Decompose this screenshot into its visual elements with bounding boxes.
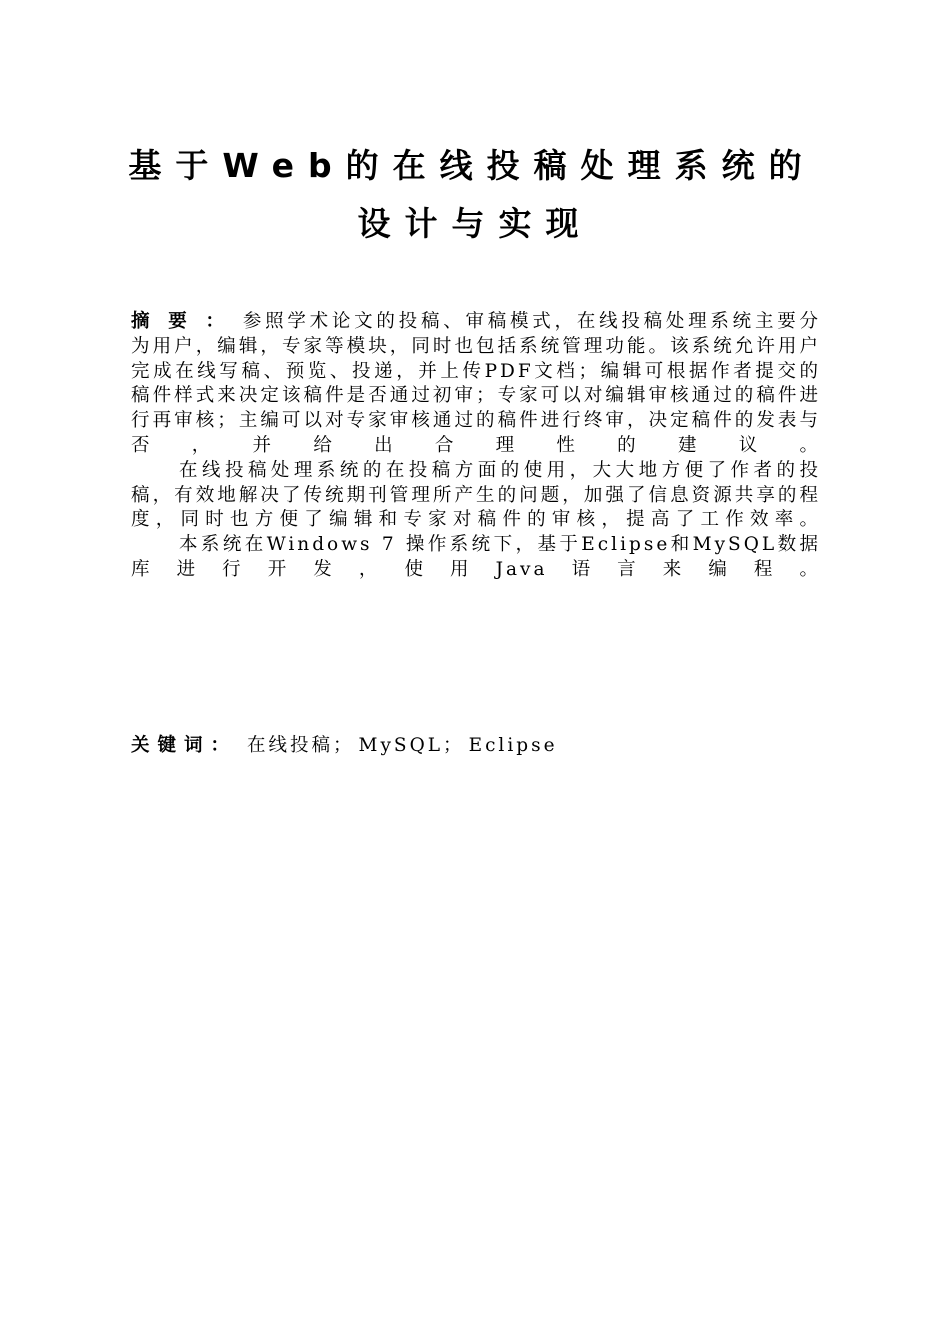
abstract-paragraph-2: 在线投稿处理系统的在投稿方面的使用，大大地方便了作者的投稿，有效地解决了传统期刊管理所产生的问题，加强了信息资源共享的程度，同时也方便了编辑和专家对稿件的审核，提高了工作效率。 bbox=[131, 459, 821, 531]
abstract-section bbox=[131, 310, 821, 583]
abstract-paragraph-3: 本系统在Windows 7 操作系统下，基于Eclipse和MySQL数据库进行开发，使用Java语言来编程。 bbox=[131, 534, 821, 580]
keyword-item: Eclipse bbox=[468, 735, 558, 756]
keywords-label: 关键词： bbox=[131, 735, 238, 756]
keyword-item: MySQL； bbox=[358, 735, 465, 756]
abstract-text: 参照学术论文的投稿、审稿模式，在线投稿处理系统主要分为用户，编辑，专家等模块，同时也包括系统管理功能。该系统允许用户完成在线写稿、预览、投递，并上传PDF文档；编辑可根据作者提交的稿件样式来决定该稿件是否通过初审；专家可以对编辑审核通过的稿件进行再审核；主编可以对专家审核通过的稿件进行终审，决定稿件的发表与否，并给出合理性的建议。 bbox=[131, 311, 821, 456]
document-title-line-1: 基于Web的在线投稿处理系统的 bbox=[128, 146, 816, 185]
document-title-line-2: 设计与实现 bbox=[357, 204, 593, 243]
abstract-label: 摘要： bbox=[131, 311, 243, 332]
keywords-section bbox=[131, 733, 821, 759]
keyword-item: 在线投稿； bbox=[247, 735, 355, 756]
abstract-paragraph-1 bbox=[131, 310, 821, 459]
